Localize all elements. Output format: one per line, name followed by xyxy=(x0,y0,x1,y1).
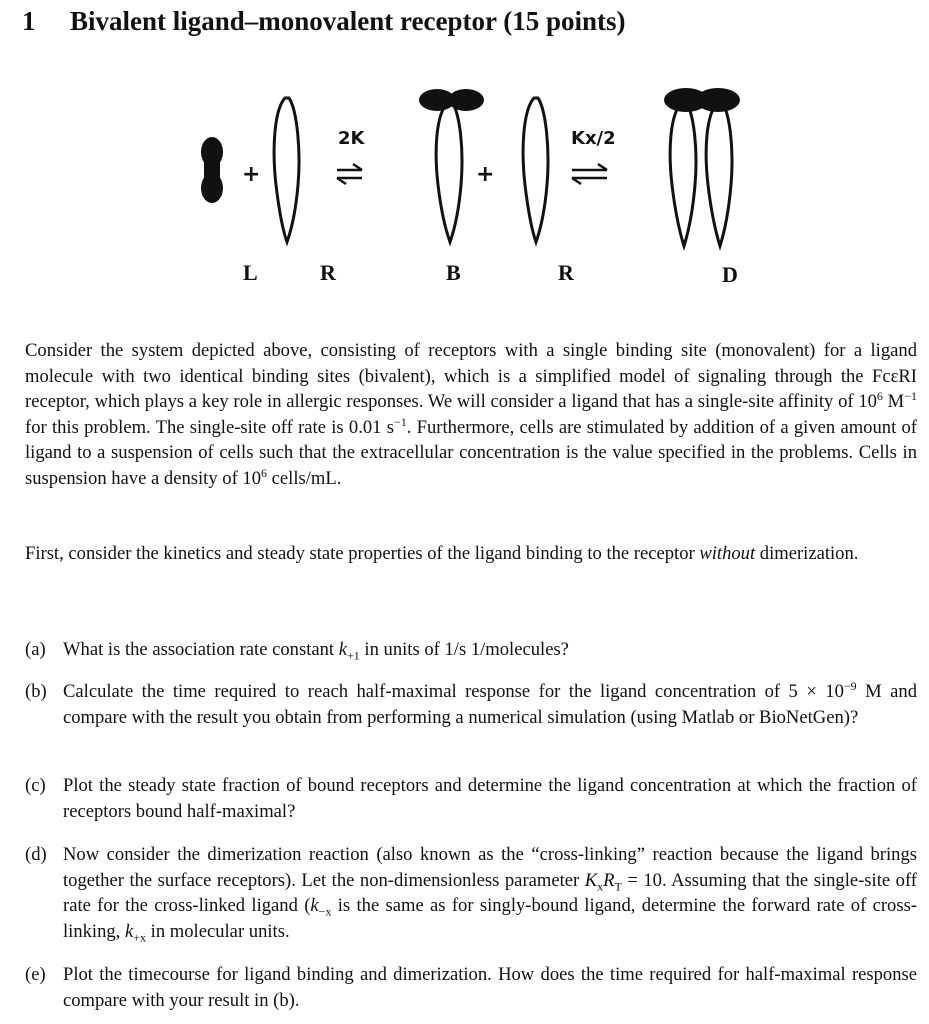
question-text: Plot the steady state fraction of bound receptors and determine the ligand concentration at which the fraction of receptors bound half-maximal? xyxy=(63,775,917,822)
receptor-molecule-2 xyxy=(523,98,548,242)
section-number: 1 xyxy=(22,6,36,36)
receptor-molecule-1 xyxy=(274,98,299,242)
label-R-1: R xyxy=(320,260,336,285)
label-D: D xyxy=(722,262,738,287)
question-label: (c) xyxy=(25,775,46,796)
question-text: Calculate the time required to reach half-maximal response for the ligand concentration of $5 \times 10^{-9}$ M and compare with the result you obtain from performing a numerical simulation (using Matlab or BioNetGen)? xyxy=(63,678,917,728)
crosslinked-dimer xyxy=(664,88,740,246)
section-title: Bivalent ligand–monovalent receptor (15 points) xyxy=(70,6,626,36)
ligand-molecule xyxy=(201,137,223,203)
question-text: What is the association rate constant $k_{+1}$ in units of 1/s 1/molecules? xyxy=(63,639,569,663)
question-a xyxy=(25,637,917,663)
equilibrium-arrows-1 xyxy=(337,164,362,184)
rate-label-kx-half: Kx/2 xyxy=(571,128,616,149)
question-label: (e) xyxy=(25,964,46,985)
question-b xyxy=(25,679,917,730)
rate-label-2k: 2K xyxy=(338,128,365,149)
question-label: (b) xyxy=(25,681,47,702)
label-R-2: R xyxy=(558,260,574,285)
intro-paragraph: Consider the system depicted above, consisting of receptors with a single binding site (monovalent) for a ligand molecule with two identical binding sites (bivalent), which is a simplified model of signaling through the FcεRI receptor, which plays a key role in allergic responses. We will consider a ligand that has a single-site affinity of $10^6$ $M^{-1}$ for this problem. The single-site off rate is 0.01 $s^{-1}$. Furthermore, cells are stimulated by addition of a given amount of ligand to a suspension of cells such that the extracellular concentration is the value specified in the problems. Cells in suspension have a density of $10^6$ cells/mL. xyxy=(25,340,917,489)
label-B: B xyxy=(446,260,461,285)
setup-paragraph: First, consider the kinetics and steady state properties of the ligand binding to the receptor without dimerization. xyxy=(25,543,859,564)
reaction-scheme-drawing xyxy=(190,80,750,295)
question-e xyxy=(25,962,917,1013)
section-heading xyxy=(22,6,626,37)
question-label: (d) xyxy=(25,844,47,865)
question-d xyxy=(25,842,917,944)
equilibrium-arrows-2 xyxy=(572,164,607,184)
bound-complex xyxy=(419,89,484,242)
question-text: Now consider the dimerization reaction (also known as the “cross-linking” reaction because the ligand brings together the surface receptors). Let the non-dimensionless parameter $K_xR_T = 10$. Assuming that the single-site off rate for the cross-linked ligand ($k_{-x}$ is the same as for singly-bound ligand, determine the forward rate of cross-linking, $k_{+x}$ in molecular units. xyxy=(63,844,917,945)
reaction-scheme-figure xyxy=(190,80,750,295)
plus-sign-1: + xyxy=(242,162,261,187)
plus-sign-2: + xyxy=(476,162,495,187)
question-text: Plot the timecourse for ligand binding and dimerization. How does the time required for half-maximal response compare with your result in (b). xyxy=(63,964,917,1011)
label-L: L xyxy=(243,260,258,285)
question-c xyxy=(25,773,917,824)
question-label: (a) xyxy=(25,639,46,660)
